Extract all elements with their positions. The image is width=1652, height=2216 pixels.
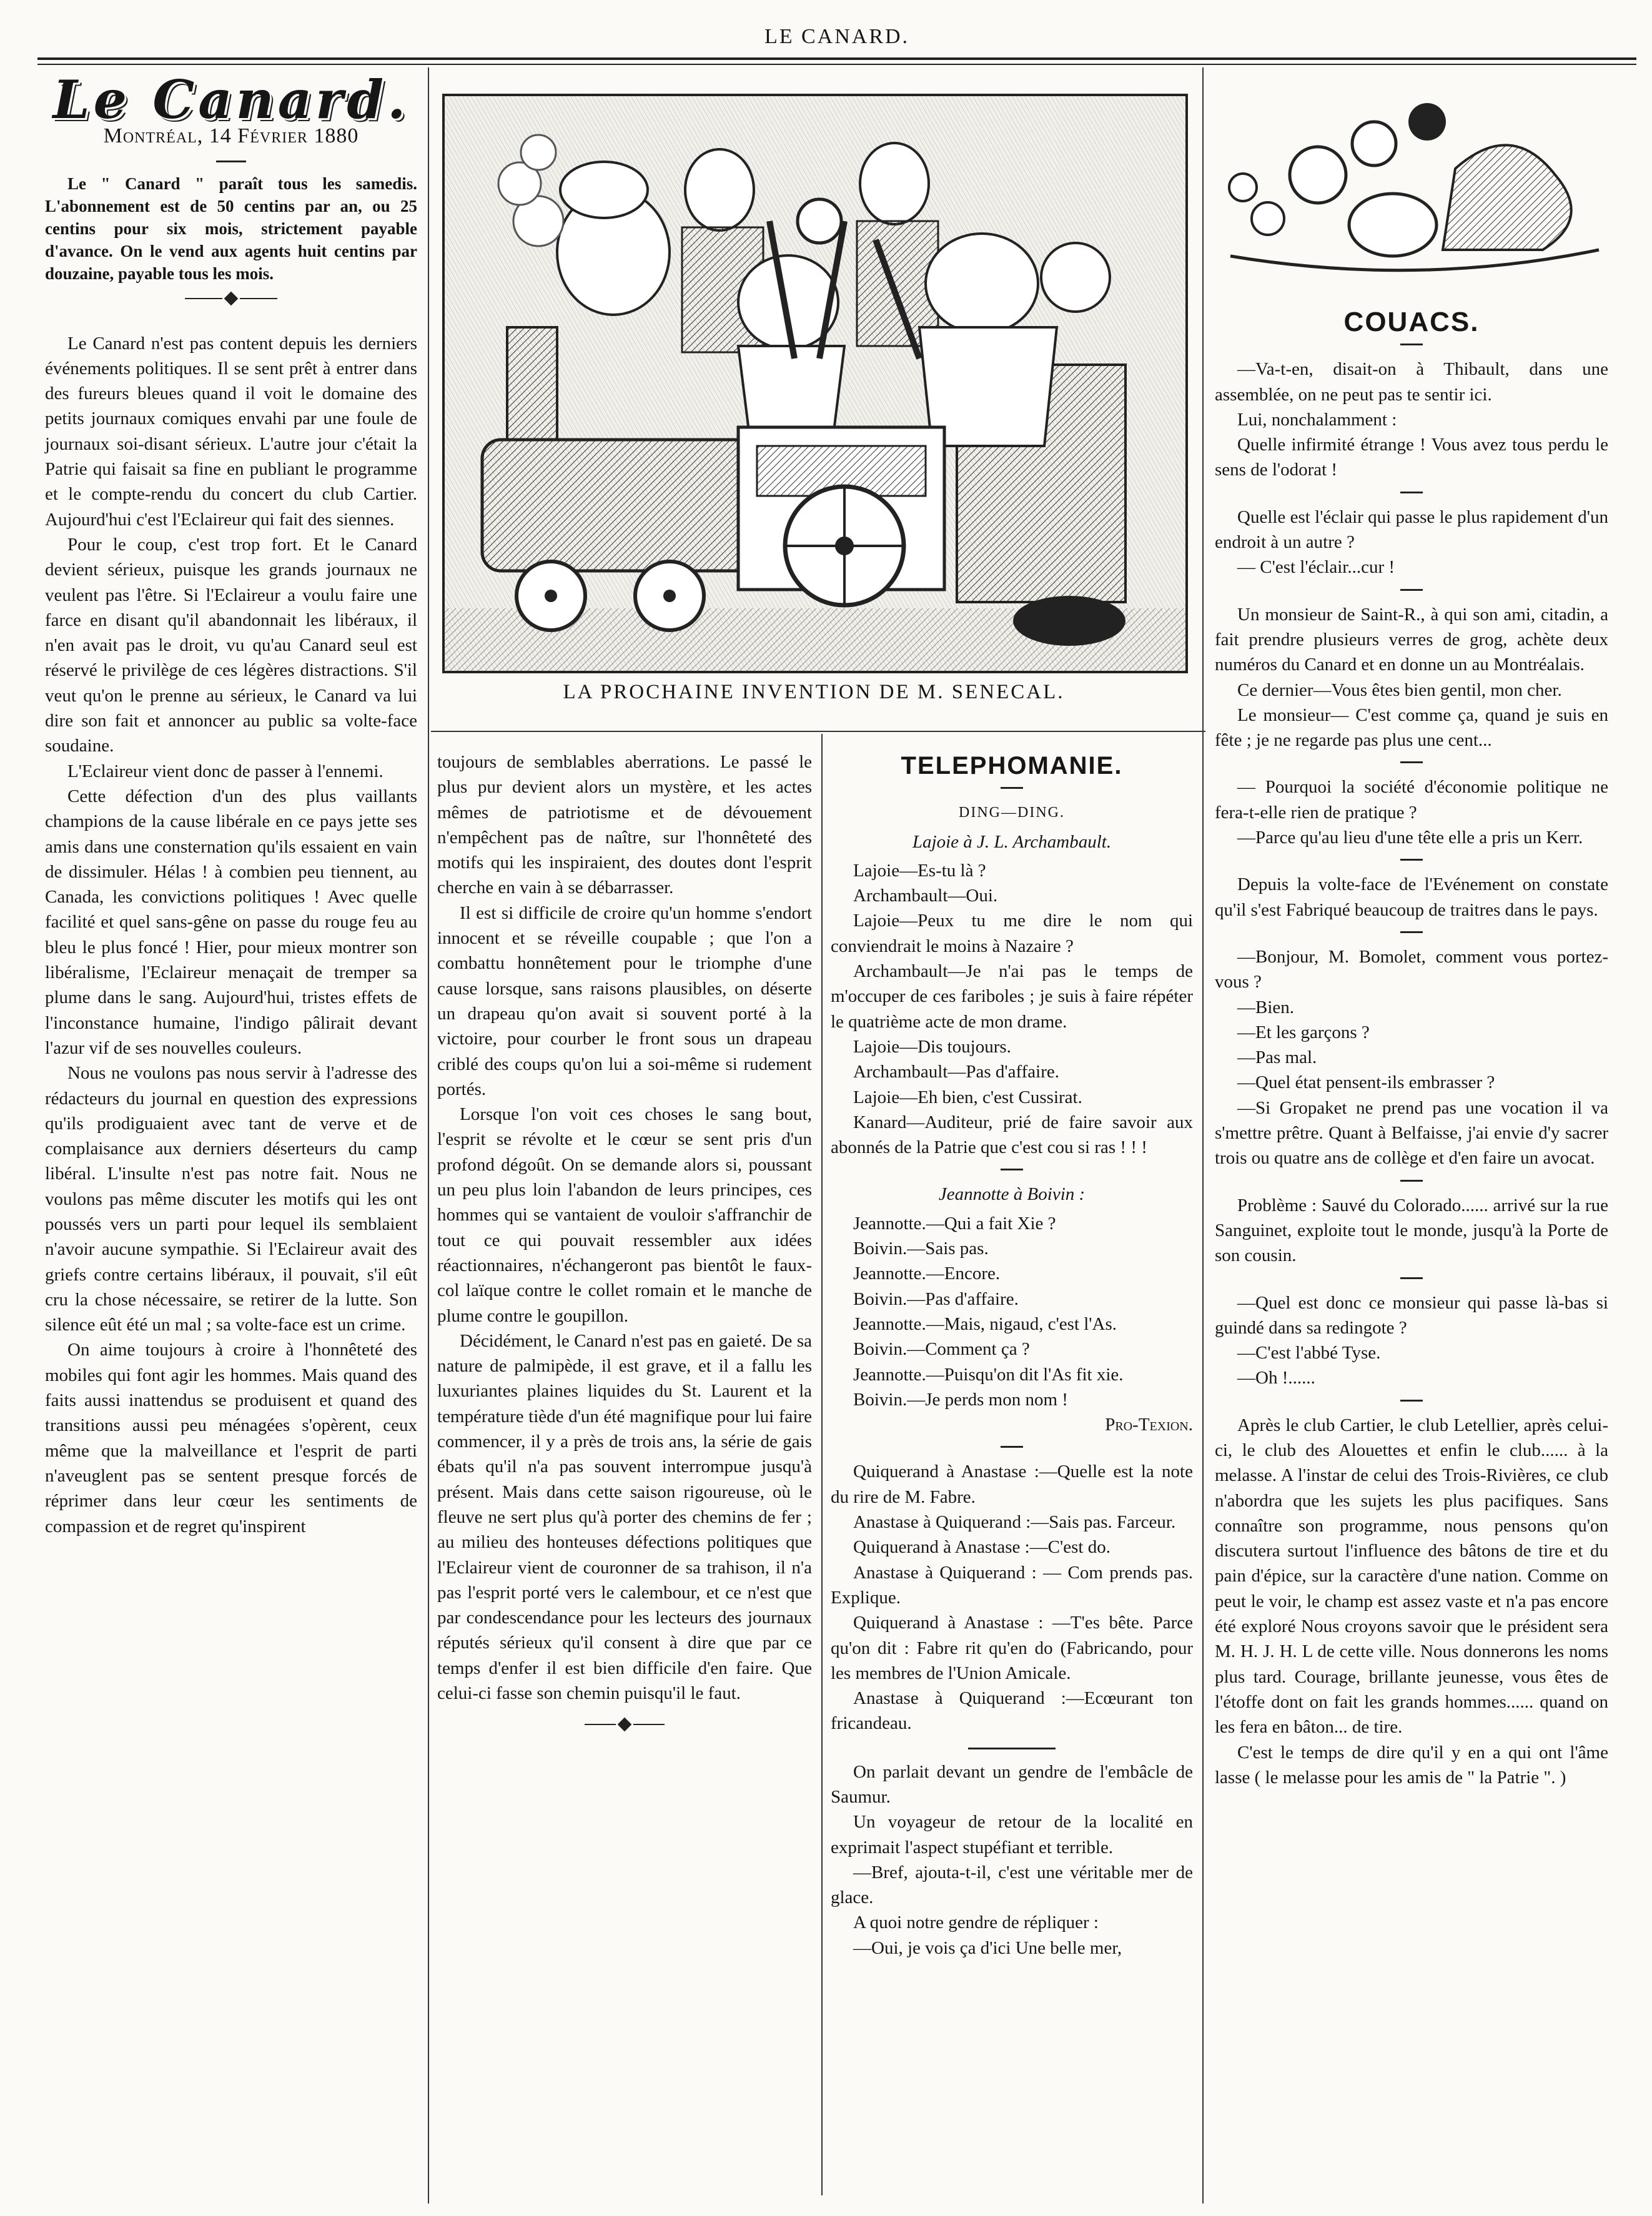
joke-item [1215,944,1608,1171]
joke-line: —Va-t-en, disait-on à Thibault, dans une assemblée, on ne peut pas te sentir ici. [1215,359,1608,405]
divider [1001,1169,1023,1170]
joke-line: Problème : Sauvé du Colorado...... arrivé sur la rue Sanguinet, exploite tout le monde, jusqu'à la Porte de son cousin. [1215,1195,1608,1266]
joke-item [1215,774,1608,850]
dialogue-line: Jeannotte.—Qui a fait Xie ? [853,1213,1056,1234]
column-divider [1202,67,1204,2204]
left-column [45,69,417,1539]
middle-column [437,749,812,1738]
section-subtitle: DING—DING. [959,804,1065,821]
dialogue-line: Anastase à Quiquerand : — Com prends pas. Explique. [831,1562,1193,1608]
dialogue [831,858,1193,1160]
dialogue-line: Jeannotte.—Encore. [853,1264,1001,1284]
divider [968,1748,1056,1749]
subscription-notice [45,172,417,285]
dialogue-line: Boivin.—Je perds mon nom ! [853,1389,1068,1410]
dialogue-line: Boivin.—Sais pas. [853,1239,989,1259]
divider [216,161,246,162]
divider [1400,589,1423,591]
joke-line: —Si Gropaket ne prend pas une vocation il va s'mettre prêtre. Quant à Belfaisse, j'ai envie d'y sacrer trois ou quatre ans de collège et d'en faire un avocat. [1215,1097,1608,1169]
joke-line: Ce dernier—Vous êtes bien gentil, mon cher. [1237,680,1562,700]
anecdote [831,1759,1193,1961]
dialogue-line: Lajoie—Eh bien, c'est Cussirat. [853,1087,1082,1107]
dialogue [831,1211,1193,1412]
dialogue-line: Archambault—Je n'ai pas le temps de m'occuper de ces fariboles ; je suis à faire répéter le quatrième acte de mon drame. [831,961,1193,1032]
joke-line: —Oh !...... [1237,1368,1315,1388]
joke-line: —Et les garçons ? [1237,1022,1370,1042]
dialogue-line: Lajoie—Dis toujours. [853,1036,1011,1057]
dialogue-heading: Jeannotte à Boivin : [938,1184,1086,1205]
paragraph: Cette défection d'un des plus vaillants champions de la cause libérale en ce pays jette ses amis dans une consternation qu'ils essaient en vain de dissimuler. Hélas ! à combien peu tiennent, au Canada, les convictions politiques ! Avec quelle facilité et quel sans-gêne on passe du rouge feu au bleu le plus foncé ! Hier, pour mieux montrer son libéralisme, l'Eclaireur menaçait de tremper sa plume dans le sang. Aujourd'hui, tristes effets de l'inconstance humaine, l'indigo pâlirait devant l'azur vif de ses nouvelles couleurs. [45,786,417,1058]
column-divider [821,734,823,2195]
paragraph: On aime toujours à croire à l'honnêteté des mobiles qui font agir les hommes. Mais quand des faits aussi inattendus se produisent et quand des transitions aussi peu ménagées s'opèrent, ceux même que la malveillance et l'esprit de parti n'aveuglent pas se sentent presque forcés de réprimer dans leur cœur les sentiments de compassion et de regret qu'inspirent [45,1340,417,1536]
joke-item [1215,872,1608,923]
joke-line: Depuis la volte-face de l'Evénement on constate qu'il s'est Fabriqué beaucoup de traitres dans le pays. [1215,874,1608,920]
joke-line: —Bonjour, M. Bomolet, comment vous portez-vous ? [1215,946,1608,992]
joke-item [1215,357,1608,482]
divider [1400,1277,1423,1279]
dialogue-line: Jeannotte.—Puisqu'on dit l'As fit xie. [853,1364,1124,1385]
divider [1400,1400,1423,1402]
joke-line: Un monsieur de Saint-R., à qui son ami, citadin, a fait prendre plusieurs verres de grog, achète deux numéros du Canard et en donne un au Montréalais. [1215,604,1608,675]
paragraph: Lorsque l'on voit ces choses le sang bout, l'esprit se révolte et le cœur se sent pris d'un profond dégoût. On se demande alors si, poussant un peu plus loin l'abandon de leurs principes, ces hommes qui se vantaient de vouloir s'affranchir de tout ce qui pouvait ressembler aux idées réactionnaires, n'échangeront pas bientôt le faux-col laïque contre le collet romain et le manche de plume contre le goupillon. [437,1104,812,1326]
dialogue-line: Lajoie—Peux tu me dire le nom qui conviendrait le moins à Nazaire ? [831,911,1193,956]
dateline: Montréal, 14 Février 1880 [103,124,359,148]
divider [1400,344,1423,345]
divider [1001,1446,1023,1448]
joke-line: —Quel état pensent-ils embrasser ? [1237,1072,1495,1093]
dialogue-line: Boivin.—Comment ça ? [853,1339,1030,1360]
paragraph: Pour le coup, c'est trop fort. Et le Canard devient sérieux, puisque les grands journaux ne veulent pas l'être. Si l'Eclaireur a voulu faire une farce en disant qu'il abandonnait les libéraux, il n'en avait pas le droit, vu qu'au Canard seul est réservé le privilège de ces légères distractions. S'il veut qu'on le prenne au sérieux, le Canard va lui dire son fait et annoncer au public sa volte-face soudaine. [45,534,417,756]
paragraph: Nous ne voulons pas nous servir à l'adresse des rédacteurs du journal en question des expressions qu'ils prodiguaient avec tant de verve et de complaisance aux derniers déserteurs du camp libéral. L'insulte n'est pas notre fait. Nous ne voulons pas même discuter les motifs qui les ont poussés vers un parti pour lequel ils semblaient n'avoir aucune sympathie. Si l'Eclaireur avait des griefs contre certains libéraux, il pouvait, s'il eût cru la chose nécessaire, se retirer de la lutte. Son silence eût été un mal ; sa volte-face est un crime. [45,1063,417,1335]
section-rule [431,731,1205,732]
joke-item [1215,602,1608,753]
paragraph: Décidément, le Canard n'est pas en gaieté. De sa nature de palmipède, il est grave, et il a fallu les luxuriantes plaines liquides du St. Laurent et la température tiède d'un été magnifique pour lui faire commencer, il y a près de trois ans, la série de gais ébats qu'il n'a pas souvent interrompue jusqu'à présent. Mais dans cette saison rigoureuse, où le fleuve ne sert plus qu'à porter des chemins de fer ; au milieu des honteuses défections politiques que l'Eclaireur vient de couronner de sa trahison, il n'a pas l'esprit porté vers le calembour, et ce n'est que par condescendance pour les lecteurs des journaux réputés sérieux qu'il consent à dire que par ce temps d'enfer il est bien difficile d'en faire. Que celui-ci fasse son chemin puisqu'il le faut. [437,1330,812,1703]
couacs-illustration [1218,94,1611,300]
newspaper-title: Le Canard. [52,69,410,131]
joke-line: Quelle est l'éclair qui passe le plus rapidement d'un endroit à un autre ? [1215,507,1608,553]
paragraph: A quoi notre gendre de répliquer : [853,1912,1099,1933]
header-rule [37,57,1636,60]
dialogue-heading: Lajoie à J. L. Archambault. [912,831,1112,852]
joke-line: —Bien. [1237,997,1295,1017]
joke-line: C'est le temps de dire qu'il y en a qui ont l'âme lasse ( le melasse pour les amis de " la Patrie ". ) [1215,1742,1608,1788]
dialogue-line: Quiquerand à Anastase :—C'est do. [853,1537,1110,1558]
paragraph: Un voyageur de retour de la localité en exprimait l'aspect stupéfiant et terrible. [831,1812,1193,1857]
joke-line: Le monsieur— C'est comme ça, quand je suis en fête ; je ne regarde pas plus une cent... [1215,705,1608,751]
dialogue-line: Anastase à Quiquerand :—Sais pas. Farceur. [853,1512,1176,1533]
paragraph: toujours de semblables aberrations. Le passé le plus pur devient alors un mystère, et les actes mêmes de patriotisme et de dévouement n'empêchent pas de naître, sur l'honnêteté des motifs qui les inspiraient, des doutes dont l'esprit cherche en vain à se débarrasser. [437,752,812,898]
divider [1001,787,1023,789]
divider [1400,761,1423,763]
joke-line: —Pas mal. [1237,1047,1317,1068]
dialogue-line: Anastase à Quiquerand :—Ecœurant ton fricandeau. [831,1688,1193,1734]
joke-item [1215,1193,1608,1269]
joke-item [1215,1413,1608,1790]
paragraph: —Oui, je vois ça d'ici Une belle mer, [853,1937,1122,1958]
joke-item [1215,1290,1608,1391]
divider [1400,931,1423,933]
divider [1400,1180,1423,1182]
engraving-illustration [442,94,1188,673]
joke-line: —Quel est donc ce monsieur qui passe là-bas si guindé dans sa redingote ? [1215,1292,1608,1338]
paragraph: On parlait devant un gendre de l'embâcle de Saumur. [831,1761,1193,1807]
dialogue-line: Quiquerand à Anastase : —T'es bête. Parce qu'on dit : Fabre rit qu'en do (Fabricando, pour les membres de l'Union Amicale. [831,1613,1193,1683]
dialogue-line: Archambault—Oui. [853,886,998,906]
illustration-caption: LA PROCHAINE INVENTION DE M. SENECAL. [563,681,1065,703]
dialogue-line: Archambault—Pas d'affaire. [853,1062,1060,1082]
joke-line: —C'est l'abbé Tyse. [1237,1343,1381,1363]
editorial-text [45,331,417,1539]
dialogue-line: Quiquerand à Anastase :—Quelle est la note du rire de M. Fabre. [831,1462,1193,1507]
ornament-divider [437,1719,812,1729]
dialogue [831,1459,1193,1736]
column-divider [428,67,429,2204]
paragraph: L'Eclaireur vient donc de passer à l'ennemi. [67,761,383,781]
joke-line: — C'est l'éclair...cur ! [1237,557,1395,578]
right-column [1215,306,1608,1790]
cartoon-drawing [445,96,1185,671]
paragraph: —Bref, ajouta-t-il, c'est une véritable mer de glace. [831,1862,1193,1908]
dialogue-line: Kanard—Auditeur, prié de faire savoir aux abonnés de la Patrie que c'est cou si ras ! ! ! [831,1112,1193,1158]
joke-item [1215,505,1608,580]
notice-text: Le " Canard " paraît tous les samedis. L'abonnement est de 50 centins par an, ou 25 centins pour six mois, strictement payable d'avance. On le vend aux agents huit centins par douzaine, payable tous les mois. [45,174,417,283]
section-title: COUACS. [1343,307,1480,337]
ornament-divider [45,294,417,304]
joke-line: — Pourquoi la société d'économie politique ne fera-t-elle rien de pratique ? [1215,777,1608,823]
joke-line: Après le club Cartier, le club Letellier, après celui-ci, le club des Alouettes et enfin le club...... à la melasse. A l'instar de celui des Trois-Rivières, ce club n'abordra que les sujets les plus pacifiques. Sans connaître son programme, nous pensons qu'on discutera surtout l'influence des bâtons de tire et du pain d'épice, sur la caractère d'une nation. Comme on peut le voir, le champ est assez vaste et n'a pas encore été exploré Nous croyons savoir que le président sera M. H. J. H. L de cette ville. Nous donnerons les noms plus tard. Courage, brillante jeunesse, vous êtes de l'étoffe dont on fait les grands hommes...... quand on les fera en bâton... de tire. [1215,1415,1608,1738]
telephomanie-column [831,749,1193,1961]
joke-line: Lui, nonchalamment : [1237,409,1397,430]
signature: Pro-Texion. [1105,1415,1193,1435]
paragraph: Le Canard n'est pas content depuis les derniers événements politiques. Il se sent prêt à entrer dans des fureurs bleues quand il voit le domaine des petits journaux comiques envahi par une foule de journaux soi-disant sérieux. L'autre jour c'était la Patrie qui faisait sa fine en publiant le programme et le compte-rendu du concert du club Cartier. Aujourd'hui c'est l'Eclaireur qui fait des siennes. [45,333,417,530]
divider [1400,859,1423,861]
joke-line: Quelle infirmité étrange ! Vous avez tous perdu le sens de l'odorat ! [1215,435,1608,480]
header-rule-thin [37,64,1636,65]
decorative-vignette [1218,94,1611,300]
divider [1400,492,1423,493]
dialogue-line: Lajoie—Es-tu là ? [853,860,986,881]
masthead: LE CANARD. [764,25,910,48]
dialogue-line: Boivin.—Pas d'affaire. [853,1289,1019,1309]
dialogue-line: Jeannotte.—Mais, nigaud, c'est l'As. [853,1313,1117,1334]
paragraph: Il est si difficile de croire qu'un homme s'endort innocent et se réveille coupable ; que l'on a combattu honnêtement pour le triomphe d'une cause lorsque, sans raisons plausibles, on déserte un drapeau qu'on avait si souvent porté à la victoire, pour courber le front sous un drapeau criblé des coups qu'on lui a soi-même si rudement portés. [437,903,812,1099]
joke-line: —Parce qu'au lieu d'une tête elle a pris un Kerr. [1237,828,1583,848]
section-title: TELEPHOMANIE. [901,752,1123,779]
